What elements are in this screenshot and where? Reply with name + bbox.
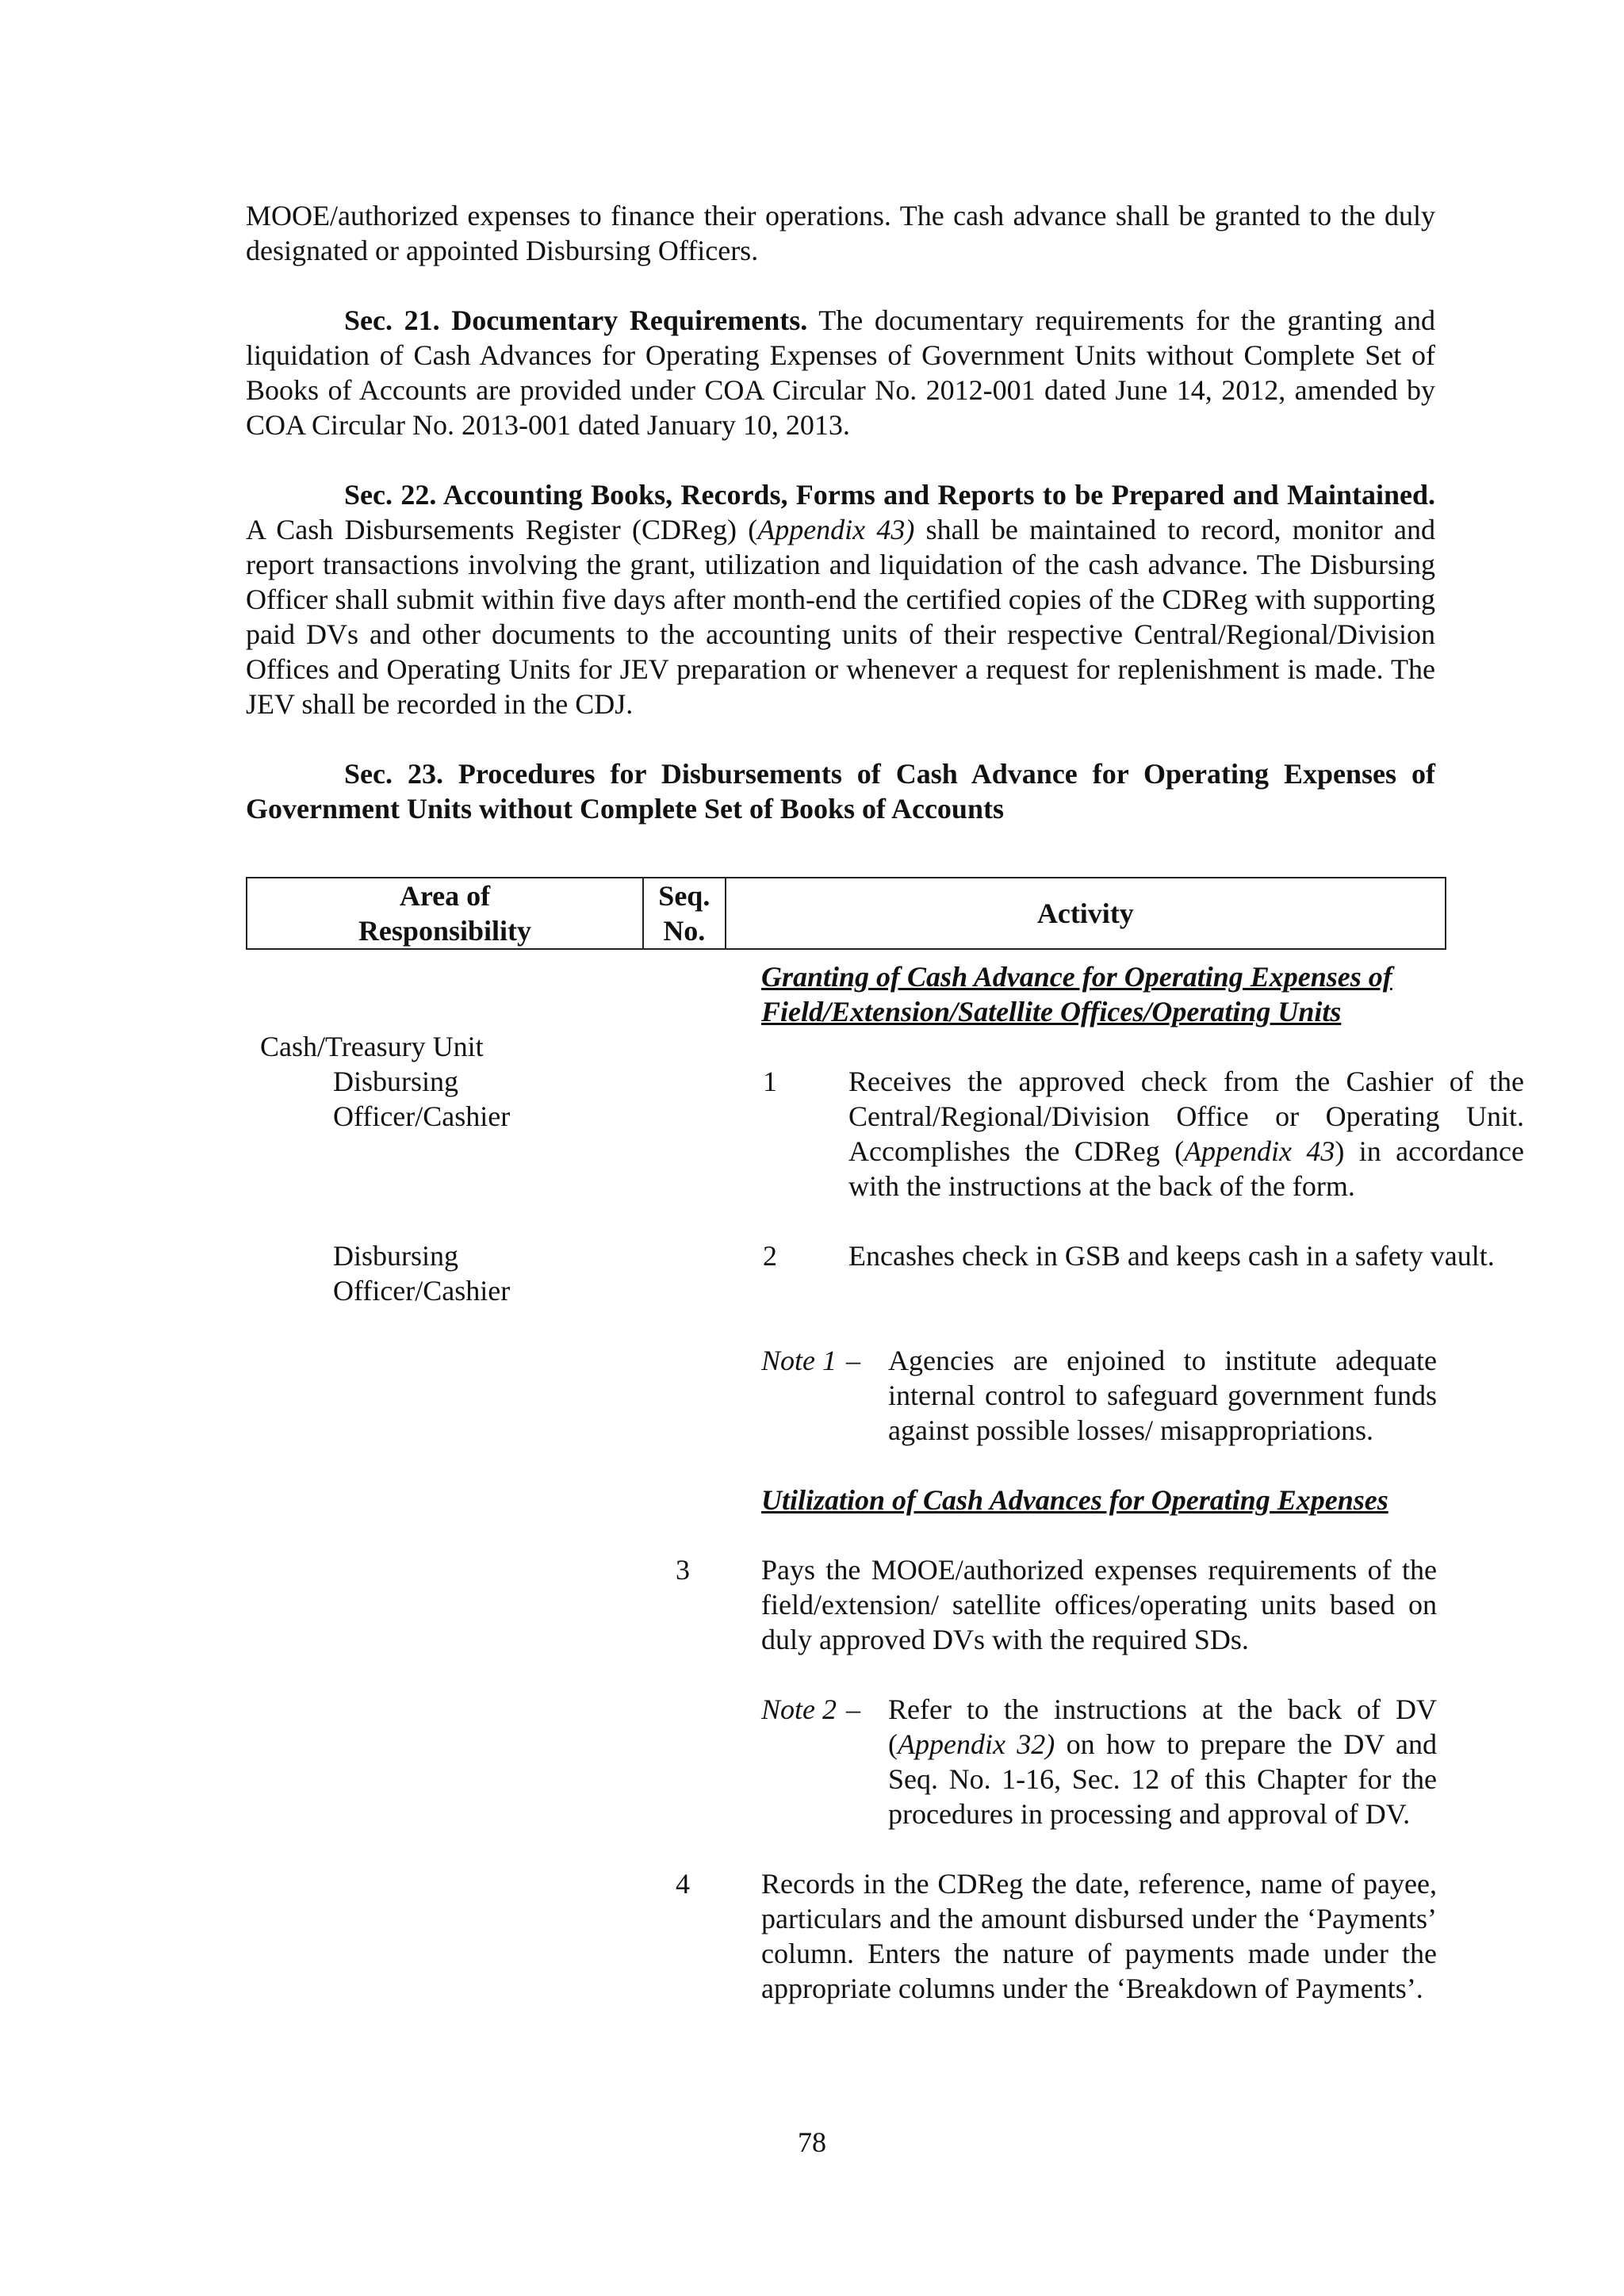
area-cell: Disbursing Officer/Cashier [333, 1240, 511, 1307]
area-cell: Disbursing Officer/Cashier [333, 1066, 511, 1132]
table-row [246, 1238, 1495, 1308]
header-activity: Activity [726, 878, 1446, 949]
section-utilization-row [246, 1483, 1446, 1517]
seq-cell: 4 [676, 1868, 690, 1900]
sec21-heading: Sec. 21. Documentary Requirements. [344, 304, 808, 336]
section-granting-title: Granting of Cash Advance for Operating Expenses of Field/Extension/Satellite Offices/Operating Units [761, 961, 1392, 1027]
header-area: Area of Responsibility [247, 878, 643, 949]
sec22-heading: Sec. 22. Accounting Books, Records, Forms and Reports to be Prepared and Maintained. [344, 479, 1435, 511]
seq-cell: 1 [763, 1066, 777, 1097]
note2: Note 2 – Refer to the instructions at the back of DV (Appendix 32) on how to prepare the DV and Seq. No. 1-16, Sec. 12 of this Chapter for the procedures in processing and approval of DV. [761, 1693, 1438, 1830]
procedure-table-body [246, 950, 1524, 2006]
activity-cell: Records in the CDReg the date, reference, name of payee, particulars and the amount disbursed under the ‘Payments’ column. Enters the nature of payments made under the appropriate columns under the ‘Breakdown of Payments’. [761, 1868, 1437, 2004]
header-seq: Seq. No. [643, 878, 726, 949]
section-utilization-title: Utilization of Cash Advances for Operating Expenses [761, 1484, 1388, 1516]
note1: Note 1 – Agencies are enjoined to institute adequate internal control to safeguard government funds against possible losses/ misappropriations. [761, 1345, 1437, 1446]
sec21-body: The documentary requirements for the granting and liquidation of Cash Advances for Operating Expenses of Government Units without Complete Set of Books of Accounts are provided under COA Circular No. 2012-001 dated June 14, 2012, amended by COA Circular No. 2013-001 dated January 10, 2013. [246, 304, 1435, 441]
sec21-paragraph [246, 303, 1435, 442]
sec22-body-b: shall be maintained to record, monitor and report transactions involving the grant, utilization and liquidation of the cash advance. The Disbursing Officer shall submit within five days after month-end the certified copies of the CDReg with supporting paid DVs and other documents to the accounting units of their respective Central/Regional/Division Offices and Operating Units for JEV preparation or whenever a request for replenishment is made. The JEV shall be recorded in the CDJ. [246, 514, 1436, 720]
procedure-table-header [246, 877, 1446, 950]
seq-cell: 2 [763, 1240, 777, 1272]
note2-row [246, 1692, 1446, 1831]
note1-row [246, 1343, 1446, 1448]
sec22-body-a: A Cash Disbursements Register (CDReg) ( [246, 514, 758, 545]
sec22-appendix: Appendix 43) [757, 514, 915, 545]
table-row [246, 1552, 1446, 1657]
document-page [246, 198, 1524, 2006]
activity-cell: Encashes check in GSB and keeps cash in a safety vault. [848, 1240, 1495, 1272]
sec23-paragraph [246, 756, 1435, 826]
table-row [246, 1866, 1446, 2006]
page-number: 78 [798, 2126, 826, 2158]
intro-paragraph: MOOE/authorized expenses to finance their operations. The cash advance shall be granted to the duly designated or appointed Disbursing Officers. [246, 200, 1435, 266]
section-granting-row [246, 959, 1446, 1029]
activity-cell: Pays the MOOE/authorized expenses requirements of the field/extension/ satellite offices/operating units based on duly approved DVs with the required SDs. [761, 1554, 1437, 1655]
unit-label: Cash/Treasury Unit [260, 1031, 484, 1062]
seq-cell: 3 [676, 1554, 690, 1586]
activity-cell: Receives the approved check from the Cashier of the Central/Regional/Division Office or Operating Unit. Accomplishes the CDReg (Appendix 43) in accordance with the instructions at the back of the form. [848, 1066, 1524, 1202]
sec22-paragraph [246, 477, 1435, 721]
sec23-heading: Sec. 23. Procedures for Disbursements of Cash Advance for Operating Expenses of Government Units without Complete Set of Books of Accounts [246, 758, 1435, 825]
table-row [246, 1064, 1524, 1203]
unit-row [246, 1029, 1446, 1064]
